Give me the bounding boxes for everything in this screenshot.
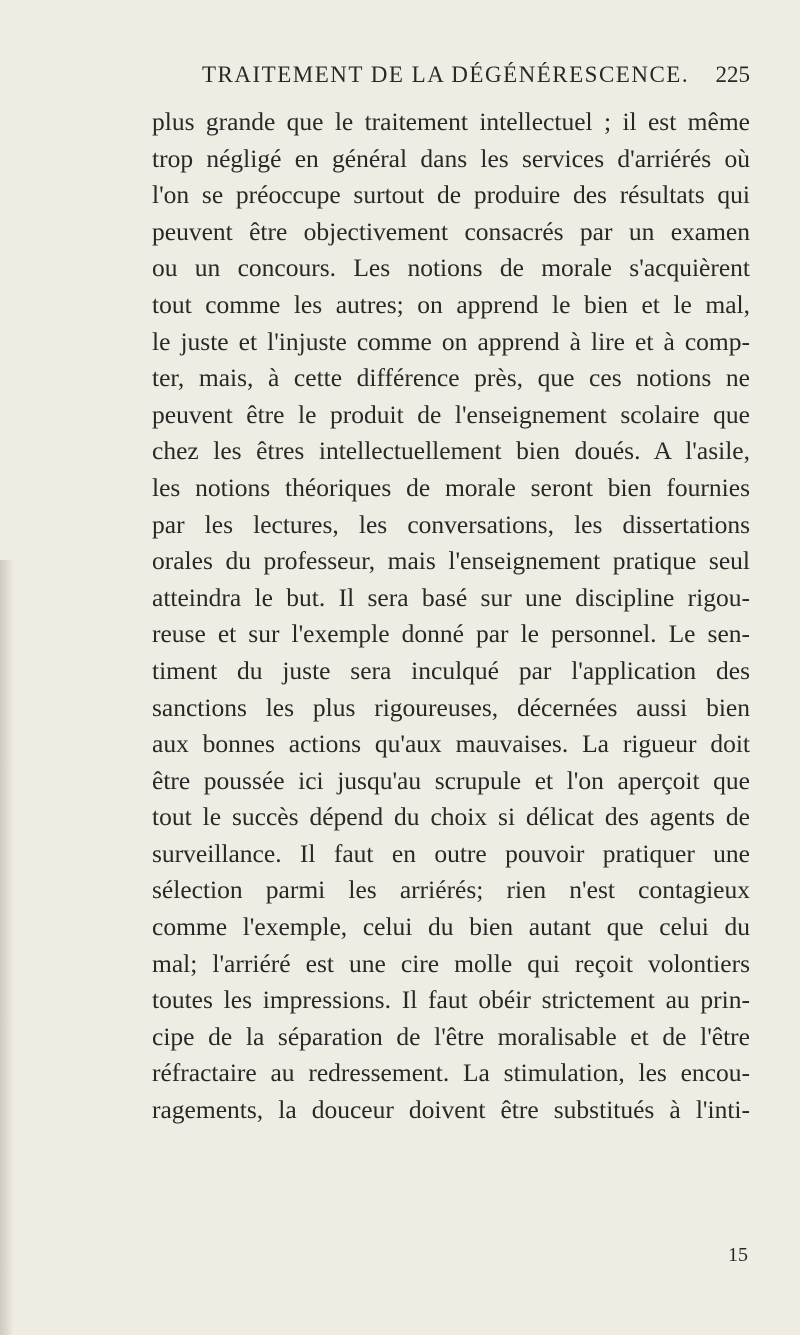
text-line: peuvent être le produit de l'enseignement scolaire que (152, 399, 750, 429)
text-line: orales du professeur, mais l'enseignement pratique seul (152, 546, 750, 576)
text-line: toutes les impressions. Il faut obéir strictement au prin- (152, 985, 750, 1015)
text-line: sanctions les plus rigoureuses, décernées aussi bien (152, 692, 750, 722)
text-line: être poussée ici jusqu'au scrupule et l'on aperçoit que (152, 765, 750, 795)
text-line: tout comme les autres; on apprend le bien et le mal, (152, 289, 750, 319)
text-line: chez les êtres intellectuellement bien doués. A l'asile, (152, 436, 750, 466)
body-text (152, 104, 750, 1129)
text-line: les notions théoriques de morale seront bien fournies (152, 472, 750, 502)
signature-mark: 15 (728, 1244, 748, 1266)
running-header (150, 62, 750, 96)
text-line: comme l'exemple, celui du bien autant que celui du (152, 912, 750, 942)
text-line: réfractaire au redressement. La stimulation, les encou- (152, 1058, 750, 1088)
text-line: ragements, la douceur doivent être substitués à l'inti- (152, 1095, 750, 1125)
page-number: 225 (715, 62, 750, 87)
text-line: cipe de la séparation de l'être moralisable et de l'être (152, 1021, 750, 1051)
text-line: par les lectures, les conversations, les dissertations (152, 509, 750, 539)
text-line: atteindra le but. Il sera basé sur une discipline rigou- (152, 582, 750, 612)
text-line: sélection parmi les arriérés; rien n'est contagieux (152, 875, 750, 905)
text-line: ter, mais, à cette différence près, que ces notions ne (152, 363, 750, 393)
text-line: plus grande que le traitement intellectuel ; il est même (152, 107, 750, 136)
text-line: ou un concours. Les notions de morale s'acquièrent (152, 253, 750, 283)
text-line: aux bonnes actions qu'aux mauvaises. La rigueur doit (152, 729, 750, 759)
text-line: peuvent être objectivement consacrés par un examen (152, 216, 750, 246)
text-line: le juste et l'injuste comme on apprend à lire et à comp- (152, 326, 750, 356)
text-line: tout le succès dépend du choix si délicat des agents de (152, 802, 750, 832)
text-line: surveillance. Il faut en outre pouvoir pratiquer une (152, 838, 750, 868)
text-line: timent du juste sera inculqué par l'application des (152, 655, 750, 685)
text-line: l'on se préoccupe surtout de produire des résultats qui (152, 180, 750, 210)
text-line: reuse et sur l'exemple donné par le personnel. Le sen- (152, 619, 750, 649)
running-title: TRAITEMENT DE LA DÉGÉNÉRESCENCE. (202, 62, 690, 87)
text-line: trop négligé en général dans les services d'arriérés où (152, 143, 750, 173)
gutter-shadow (0, 560, 14, 1335)
text-line: mal; l'arriéré est une cire molle qui reçoit volontiers (152, 948, 750, 978)
